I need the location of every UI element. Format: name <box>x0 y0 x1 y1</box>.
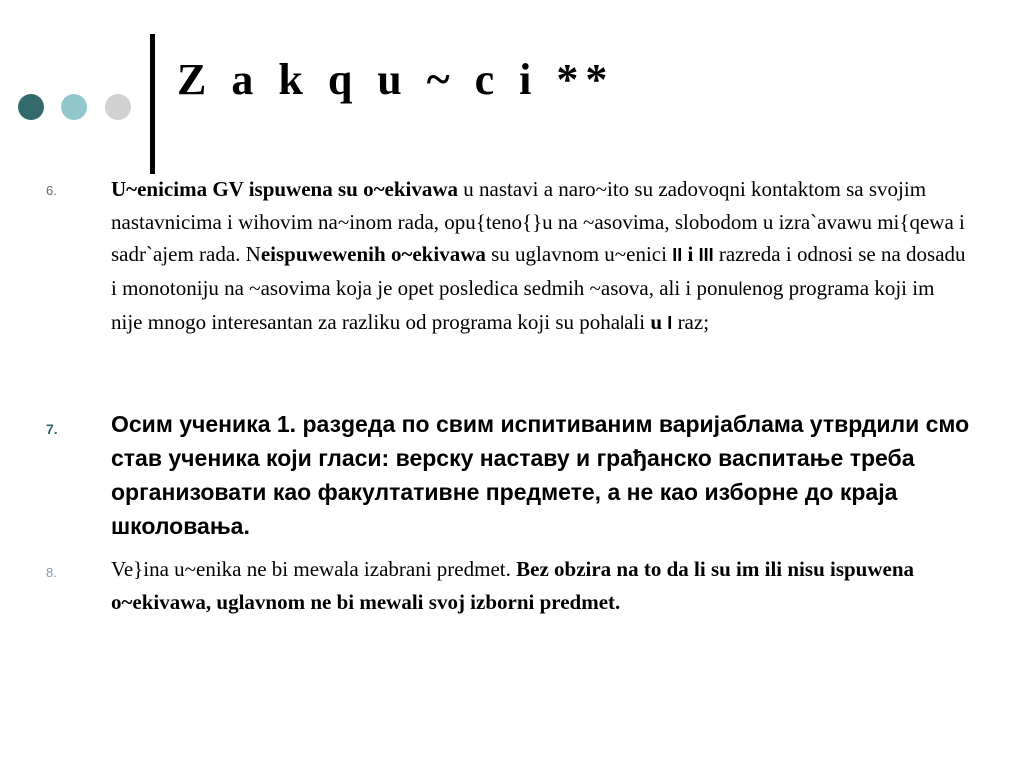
decorative-dot-dark <box>18 94 44 120</box>
text-run: ali <box>624 309 651 334</box>
text-run: l <box>620 312 625 333</box>
text-run: Ve}ina u~enika ne bi mewala izabrani predmet. <box>111 557 517 581</box>
text-run-bold: Bez obzira na to da li su im ili nisu ispuwena o~ekivawa, uglavnom ne bi mewali svoj izborni predmet. <box>111 557 915 614</box>
text-run-bold: III <box>698 245 714 266</box>
item-text: Осим ученика 1. разgеда по свим испитиваним варијаблама утврдили смо став ученика који гласи: верску наставу и грађанско васпитање треба организовати као факултативне предмете, а не као изборне до краја школовања. <box>111 411 970 539</box>
text-run-bold: U~enicima GV ispuwena su o~ekivawa <box>111 177 458 201</box>
text-run-bold: II <box>672 245 683 266</box>
text-run: l <box>738 279 743 300</box>
text-run-bold: u <box>650 309 663 334</box>
text-run: su uglavnom u~enici <box>485 242 673 267</box>
text-run-bold: eispuwewenih o~ekivawa <box>260 242 486 267</box>
item-number: 7. <box>46 421 58 437</box>
title-vertical-rule <box>150 34 155 174</box>
slide-title: Z a k q u ~ c i ** <box>177 55 615 104</box>
text-run: u nastavi a naro~ito su zadovoqni kontaktom sa svojim nastavnicima i wihovim na~inom rada, opu{teno{}u na ~asovima, slobodom u izra`avawu mi{qewa i sadr`ajem rada. N <box>111 177 965 267</box>
item-number: 6. <box>46 183 57 198</box>
decorative-dot-medium <box>61 94 87 120</box>
decorative-dot-light <box>105 94 131 120</box>
text-run-bold: i <box>687 242 694 267</box>
text-run: razreda i odnosi se na dosadu i monotoniju na ~asovima koja je opet posledica sedmih ~asova, ali i ponu <box>111 242 966 301</box>
text-run-bold: I <box>667 312 673 333</box>
text-run: enog programa koji im nije mnogo interesantan za razliku od programa koji su poha <box>111 276 935 334</box>
item-text <box>111 553 971 618</box>
item-text <box>111 173 971 340</box>
item-number: 8. <box>46 565 57 580</box>
text-run: raz; <box>672 309 710 334</box>
